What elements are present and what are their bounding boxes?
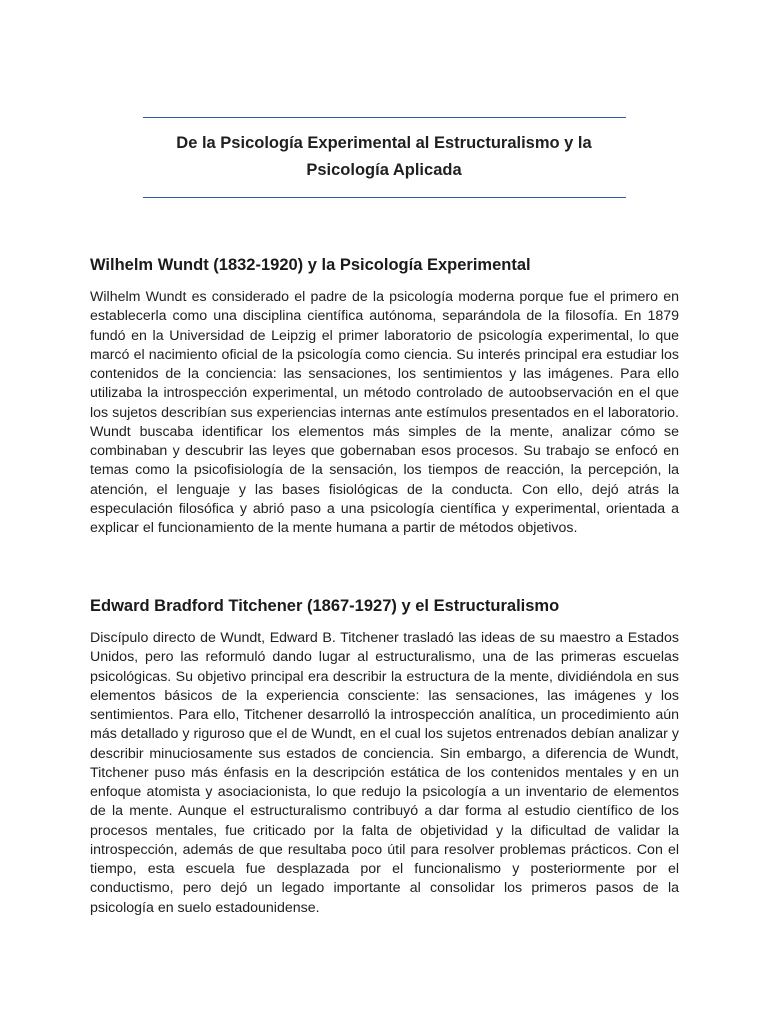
document-title-line-1: De la Psicología Experimental al Estructuralismo y la xyxy=(176,134,592,152)
document-title xyxy=(110,130,658,184)
title-top-rule xyxy=(143,117,626,118)
title-bottom-rule xyxy=(143,197,626,198)
section-heading: Wilhelm Wundt (1832-1920) y la Psicología Experimental xyxy=(90,256,531,274)
section-paragraph: Discípulo directo de Wundt, Edward B. Titchener trasladó las ideas de su maestro a Estados Unidos, pero las reformuló dando lugar al estructuralismo, una de las primeras escuelas psicológicas. Su objetivo principal era describir la estructura de la mente, dividiéndola en sus elementos básicos de la experiencia consciente: las sensaciones, las imágenes y los sentimientos. Para ello, Titchener desarrolló la introspección analítica, un procedimiento aún más detallado y riguroso que el de Wundt, en el cual los sujetos entrenados debían analizar y describir minuciosamente sus estados de conciencia. Sin embargo, a diferencia de Wundt, Titchener puso más énfasis en la descripción estática de los contenidos mentales y en un enfoque atomista y asociacionista, lo que redujo la psicología a un inventario de elementos de la mente. Aunque el estructuralismo contribuyó a dar forma al estudio científico de los procesos mentales, fue criticado por la falta de objetividad y la dificultad de validar la introspección, además de que resultaba poco útil para resolver problemas prácticos. Con el tiempo, esta escuela fue desplazada por el funcionalismo y posteriormente por el conductismo, pero dejó un legado importante al consolidar los primeros pasos de la psicología en suelo estadounidense. xyxy=(90,630,679,916)
document-title-line-2: Psicología Aplicada xyxy=(306,161,462,179)
section-heading: Edward Bradford Titchener (1867-1927) y el Estructuralismo xyxy=(90,597,560,615)
section-titchener xyxy=(90,595,679,918)
section-wundt xyxy=(90,254,679,538)
section-paragraph: Wilhelm Wundt es considerado el padre de la psicología moderna porque fue el primero en establecerla como una disciplina científica autónoma, separándola de la filosofía. En 1879 fundó en la Universidad de Leipzig el primer laboratorio de psicología experimental, lo que marcó el nacimiento oficial de la psicología como ciencia. Su interés principal era estudiar los contenidos de la conciencia: las sensaciones, los sentimientos y las imágenes. Para ello utilizaba la introspección experimental, un método controlado de autoobservación en el que los sujetos describían sus experiencias internas ante estímulos presentados en el laboratorio. Wundt buscaba identificar los elementos más simples de la mente, analizar cómo se combinaban y descubrir las leyes que gobernaban esos procesos. Su trabajo se enfocó en temas como la psicofisiología de la sensación, los tiempos de reacción, la percepción, la atención, el lenguaje y las bases fisiológicas de la conducta. Con ello, dejó atrás la especulación filosófica y abrió paso a una psicología científica y experimental, orientada a explicar el funcionamiento de la mente humana a partir de métodos objetivos. xyxy=(90,289,679,536)
